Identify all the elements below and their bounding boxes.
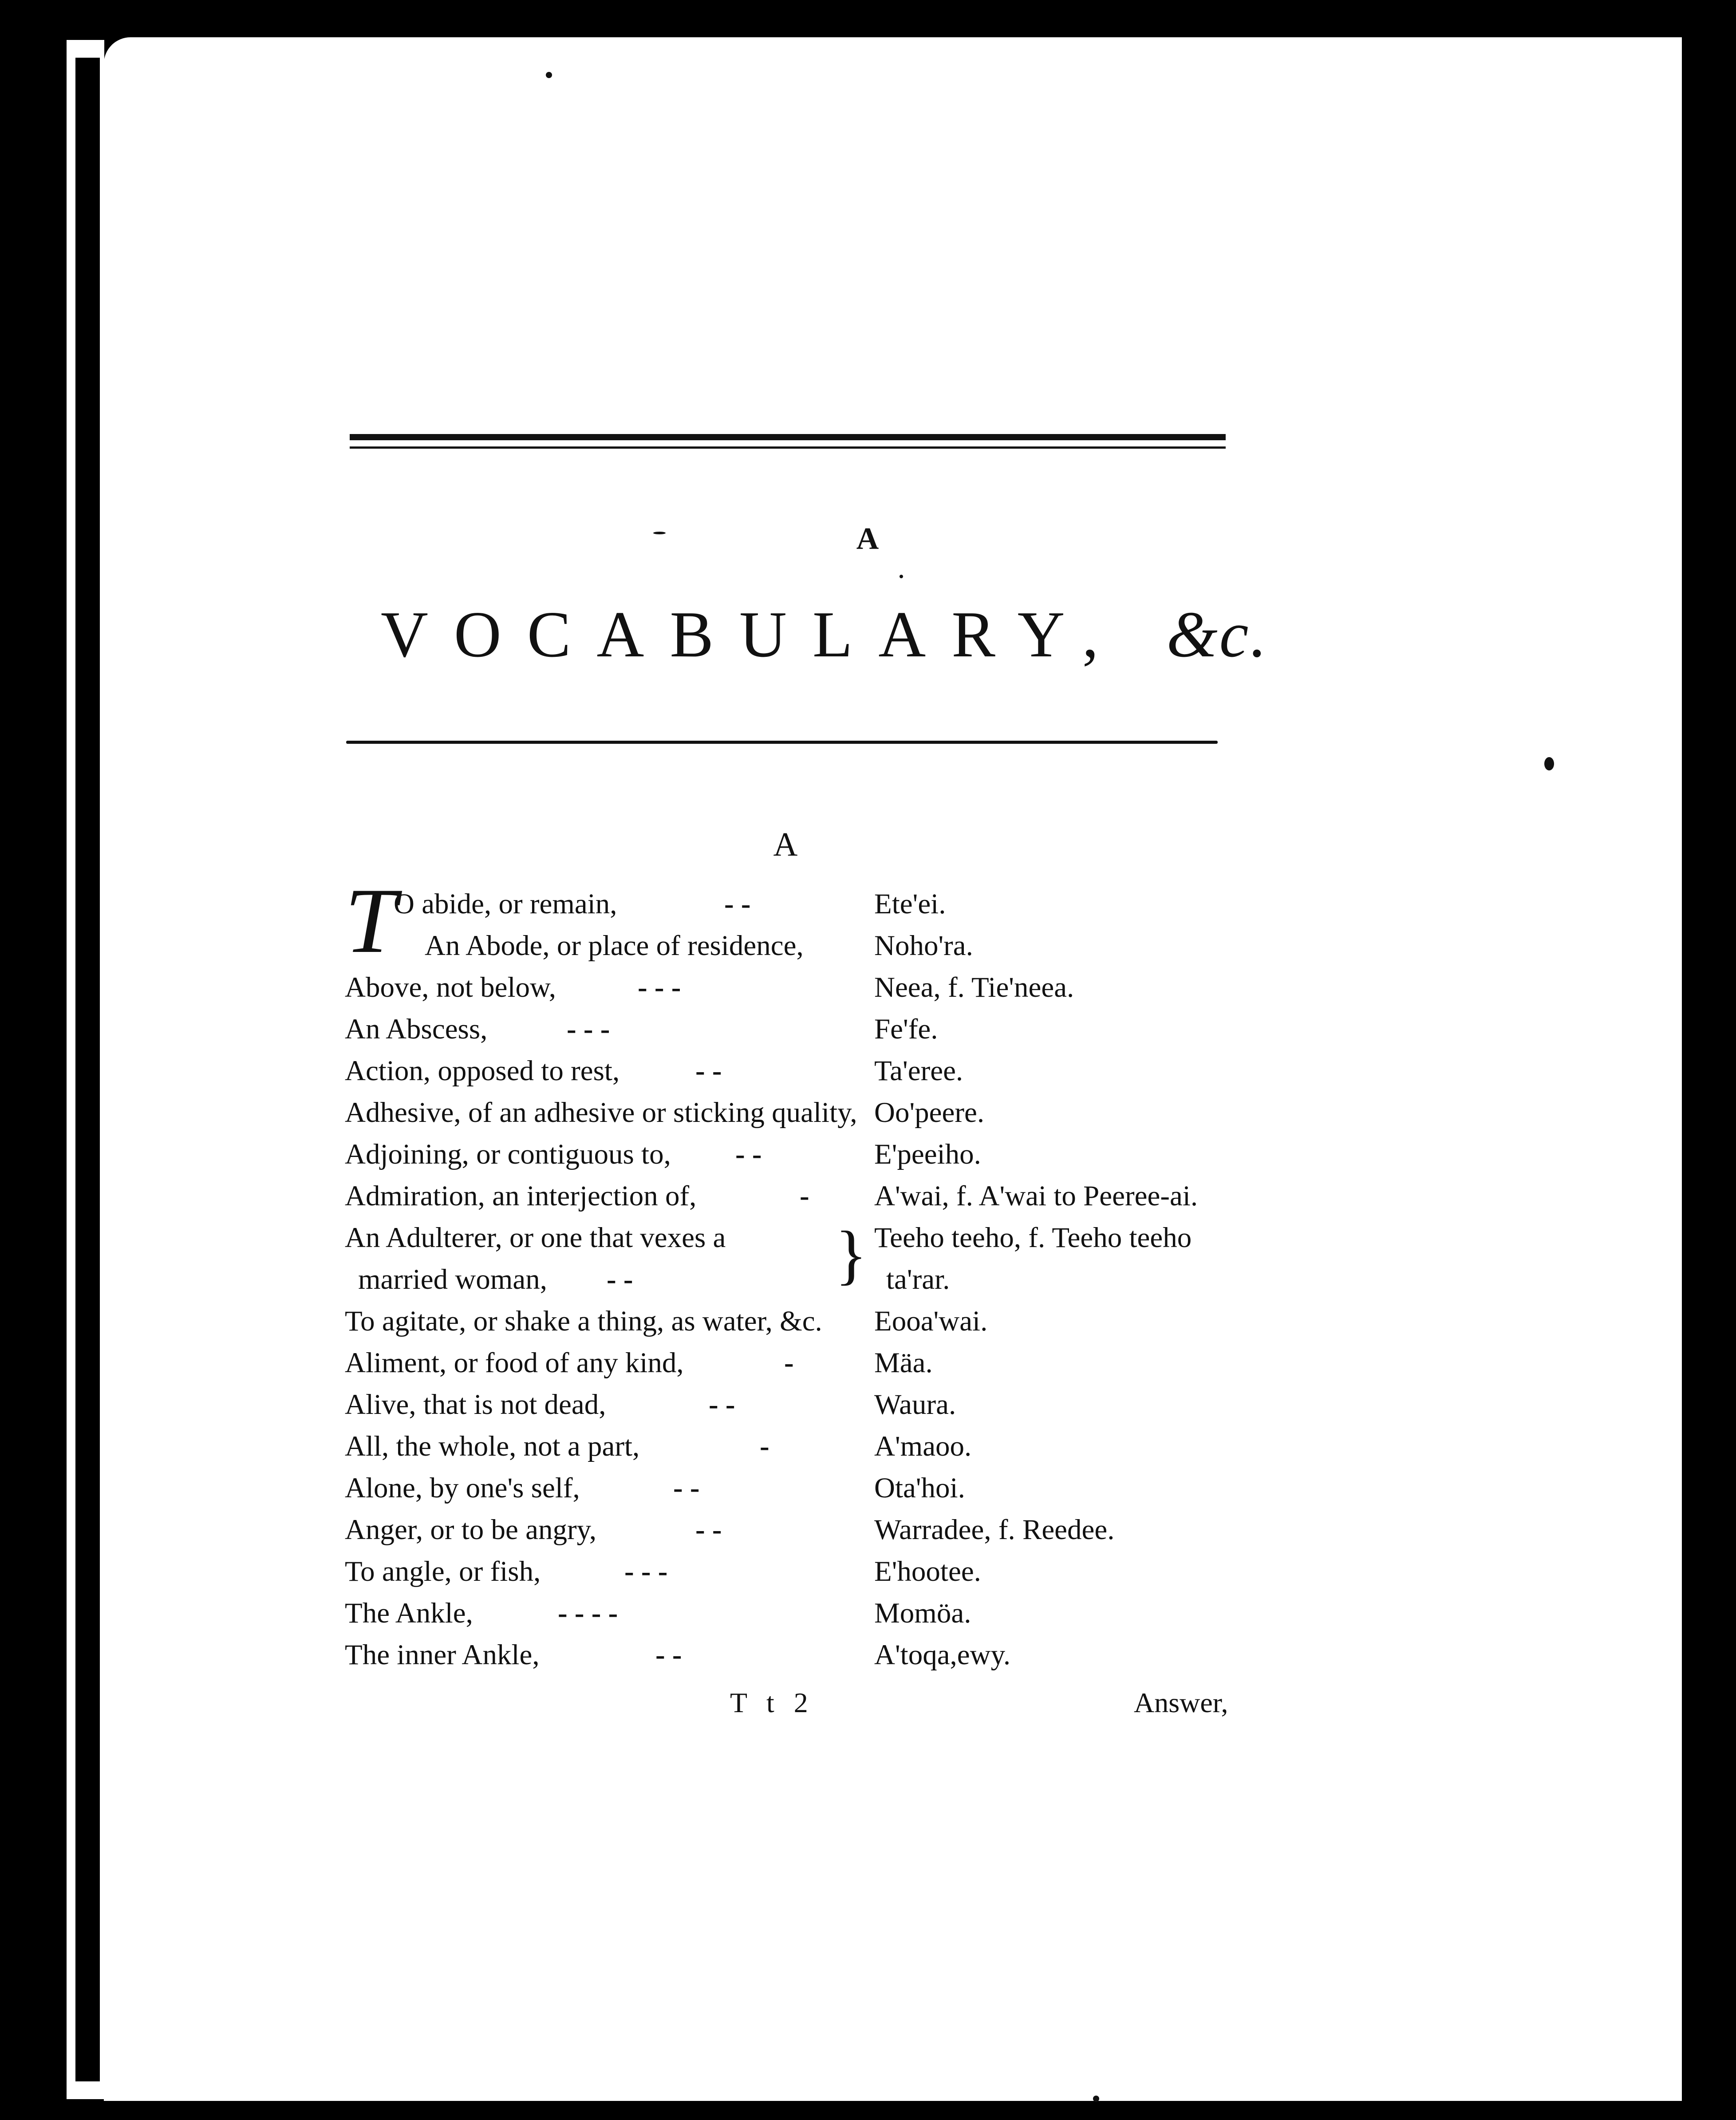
entry-english: To angle, or fish, — [345, 1555, 541, 1587]
entry-native: Warradee, f. Reedee. — [874, 1514, 1115, 1546]
entry-dashes: - — [760, 1430, 769, 1462]
entry-row — [345, 1634, 1255, 1676]
entry-native: ta'rar. — [886, 1263, 950, 1295]
entry-native: E'hootee. — [874, 1555, 981, 1587]
entry-row — [345, 1092, 1255, 1133]
entry-row — [345, 1592, 1255, 1634]
entry-native: Ota'hoi. — [874, 1472, 965, 1504]
entry-english: Adhesive, of an adhesive or sticking quality, — [345, 1097, 857, 1129]
entry-native: Mäa. — [874, 1347, 933, 1379]
signature-mark: T t 2 — [730, 1687, 814, 1718]
title-suffix: &c. — [1166, 598, 1269, 671]
entry-dashes: - - - — [638, 971, 681, 1003]
entry-native: Momöa. — [874, 1597, 971, 1629]
drop-cap: T — [345, 869, 397, 972]
title-word: VOCABULARY, — [381, 598, 1124, 671]
entry-english: Alive, that is not dead, — [345, 1389, 606, 1421]
entry-english: married woman, — [358, 1263, 547, 1295]
bracket-brace: } — [835, 1218, 867, 1291]
entry-dashes: - - - - — [558, 1597, 618, 1629]
entry-native: A'toqa,ewy. — [874, 1639, 1011, 1671]
entry-native: A'maoo. — [874, 1430, 972, 1462]
entry-english: Alone, by one's self, — [345, 1472, 580, 1504]
scan-speck — [653, 532, 666, 534]
entry-dashes: - — [784, 1347, 794, 1379]
entry-dashes: - - — [709, 1389, 735, 1421]
entry-english: Above, not below, — [345, 971, 556, 1003]
entry-row — [345, 1509, 1255, 1551]
scan-speck — [1093, 2096, 1099, 2102]
entry-native: Waura. — [874, 1389, 956, 1421]
entry-english: An Adulterer, or one that vexes a — [345, 1222, 726, 1254]
entry-dashes: - - — [724, 888, 751, 920]
entry-native: Teeho teeho, f. Teeho teeho — [874, 1222, 1192, 1254]
entry-native: Ete'ei. — [874, 888, 946, 920]
entry-row — [345, 1175, 1255, 1217]
vocabulary-list — [345, 869, 1255, 1676]
entry-dashes: - - — [695, 1055, 722, 1087]
entry-native: Fe'fe. — [874, 1013, 938, 1045]
entry-row — [345, 1342, 1255, 1384]
entry-native: Ta'eree. — [874, 1055, 963, 1087]
entry-native: Noho'ra. — [874, 930, 973, 962]
title-article: A — [856, 522, 880, 556]
entry-english: The Ankle, — [345, 1597, 473, 1629]
entry-english: Action, opposed to rest, — [345, 1055, 620, 1087]
entry-dashes: - - — [695, 1514, 722, 1546]
entry-row — [345, 967, 1255, 1008]
entry-english: Admiration, an interjection of, — [345, 1180, 697, 1212]
scan-speck — [900, 575, 903, 578]
entry-native: A'wai, f. A'wai to Peeree-ai. — [874, 1180, 1198, 1212]
catchword: Answer, — [1134, 1687, 1228, 1718]
title-rule — [346, 741, 1218, 744]
entry-english: To agitate, or shake a thing, as water, &c. — [345, 1305, 822, 1337]
entry-english: Anger, or to be angry, — [345, 1514, 597, 1546]
section-letter: A — [773, 826, 798, 863]
scan-speck — [546, 72, 552, 78]
entry-english: Aliment, or food of any kind, — [345, 1347, 684, 1379]
entry-row — [345, 1133, 1255, 1175]
entry-row — [345, 925, 1255, 967]
entry-row — [345, 1300, 1255, 1342]
entry-dashes: - — [800, 1180, 809, 1212]
entry-row — [345, 1259, 1255, 1300]
header-rule-thin — [350, 446, 1226, 449]
entry-english: An Abode, or place of residence, — [425, 930, 804, 962]
entry-row — [345, 1551, 1255, 1592]
header-rule-thick — [350, 434, 1226, 440]
page-title — [381, 597, 1269, 672]
entry-native: Oo'peere. — [874, 1097, 985, 1129]
entry-row — [345, 1467, 1255, 1509]
entry-row — [345, 1425, 1255, 1467]
entry-dashes: - - — [607, 1263, 633, 1295]
entry-english: All, the whole, not a part, — [345, 1430, 640, 1462]
scan-speck — [1544, 757, 1554, 770]
entry-english: Adjoining, or contiguous to, — [345, 1138, 671, 1170]
binding-shadow — [75, 58, 100, 2081]
entry-english: An Abscess, — [345, 1013, 488, 1045]
entry-row — [345, 1008, 1255, 1050]
entry-native: E'peeiho. — [874, 1138, 981, 1170]
entry-native: Neea, f. Tie'neea. — [874, 971, 1074, 1003]
entry-dashes: - - - — [624, 1555, 668, 1587]
entry-dashes: - - — [673, 1472, 700, 1504]
entry-english: O abide, or remain, — [394, 888, 617, 920]
entry-row — [345, 1384, 1255, 1425]
entry-dashes: - - - — [567, 1013, 610, 1045]
entry-row — [345, 1050, 1255, 1092]
entry-native: Eooa'wai. — [874, 1305, 988, 1337]
entry-english: The inner Ankle, — [345, 1639, 540, 1671]
entry-dashes: - - — [655, 1639, 682, 1671]
entry-dashes: - - — [735, 1138, 762, 1170]
